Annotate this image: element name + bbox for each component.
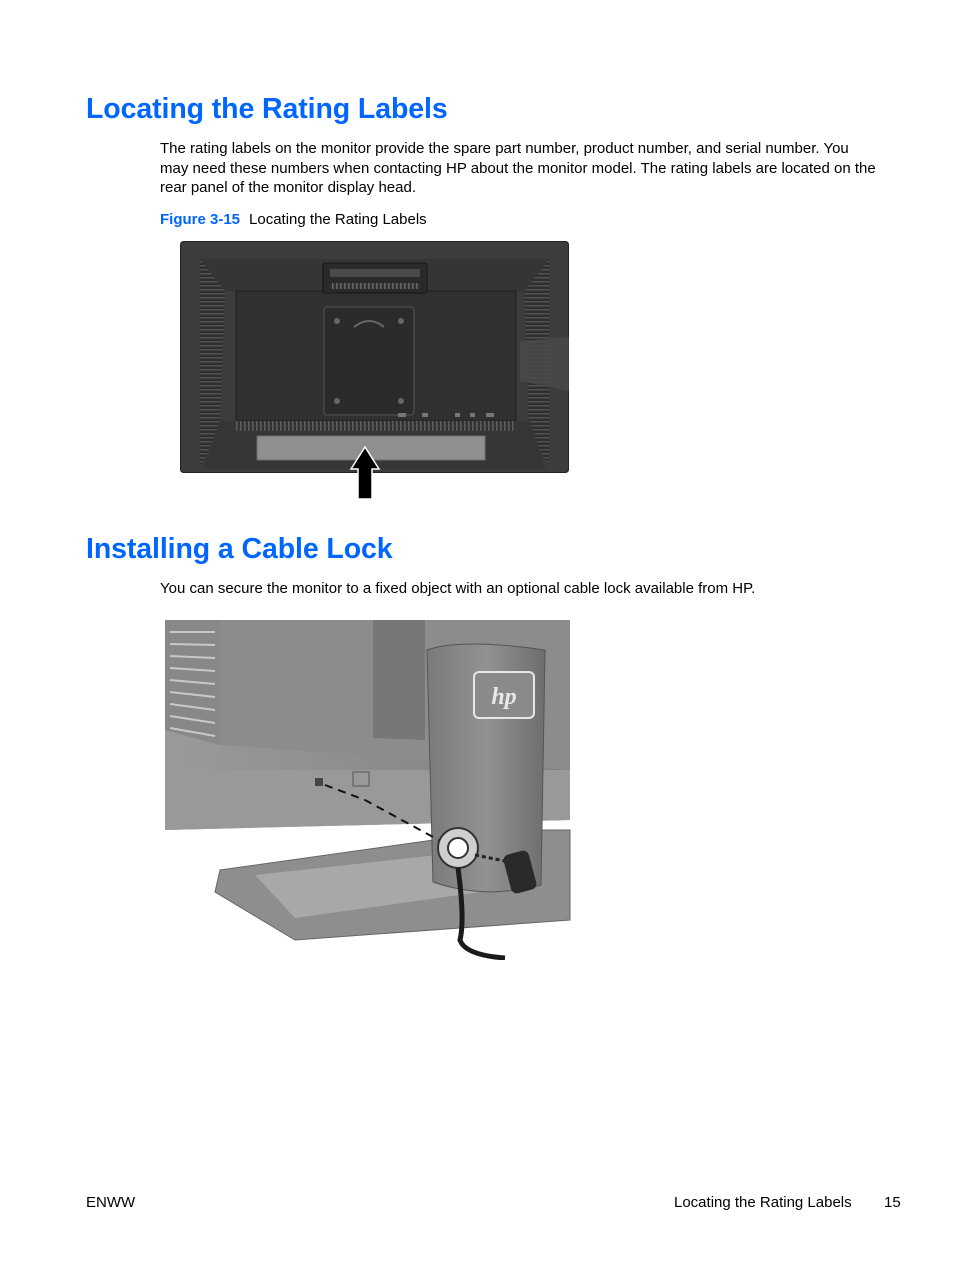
footer-left: ENWW	[86, 1194, 136, 1211]
footer-running-title: Locating the Rating Labels	[674, 1194, 852, 1211]
rating-labels-figure	[180, 241, 569, 503]
cable-lock-paragraph: You can secure the monitor to a fixed object with an optional cable lock available from HP.	[160, 580, 756, 597]
page-number: 15	[884, 1194, 901, 1211]
figure-caption	[160, 211, 427, 228]
hp-logo-text: hp	[491, 684, 517, 710]
section-heading-cable-lock: Installing a Cable Lock	[86, 533, 393, 565]
figure-number: Figure 3-15	[160, 211, 241, 228]
rating-labels-paragraph: The rating labels on the monitor provide the spare part number, product number, and serial number. You may need these numbers when contacting HP about the monitor model. The rating labels are located on the rear panel of the monitor display head.	[160, 140, 876, 196]
cable-lock-figure	[165, 620, 575, 960]
lock-slot	[315, 778, 323, 786]
section-heading-rating-labels: Locating the Rating Labels	[86, 93, 448, 125]
figure-caption-text: Locating the Rating Labels	[249, 211, 427, 228]
